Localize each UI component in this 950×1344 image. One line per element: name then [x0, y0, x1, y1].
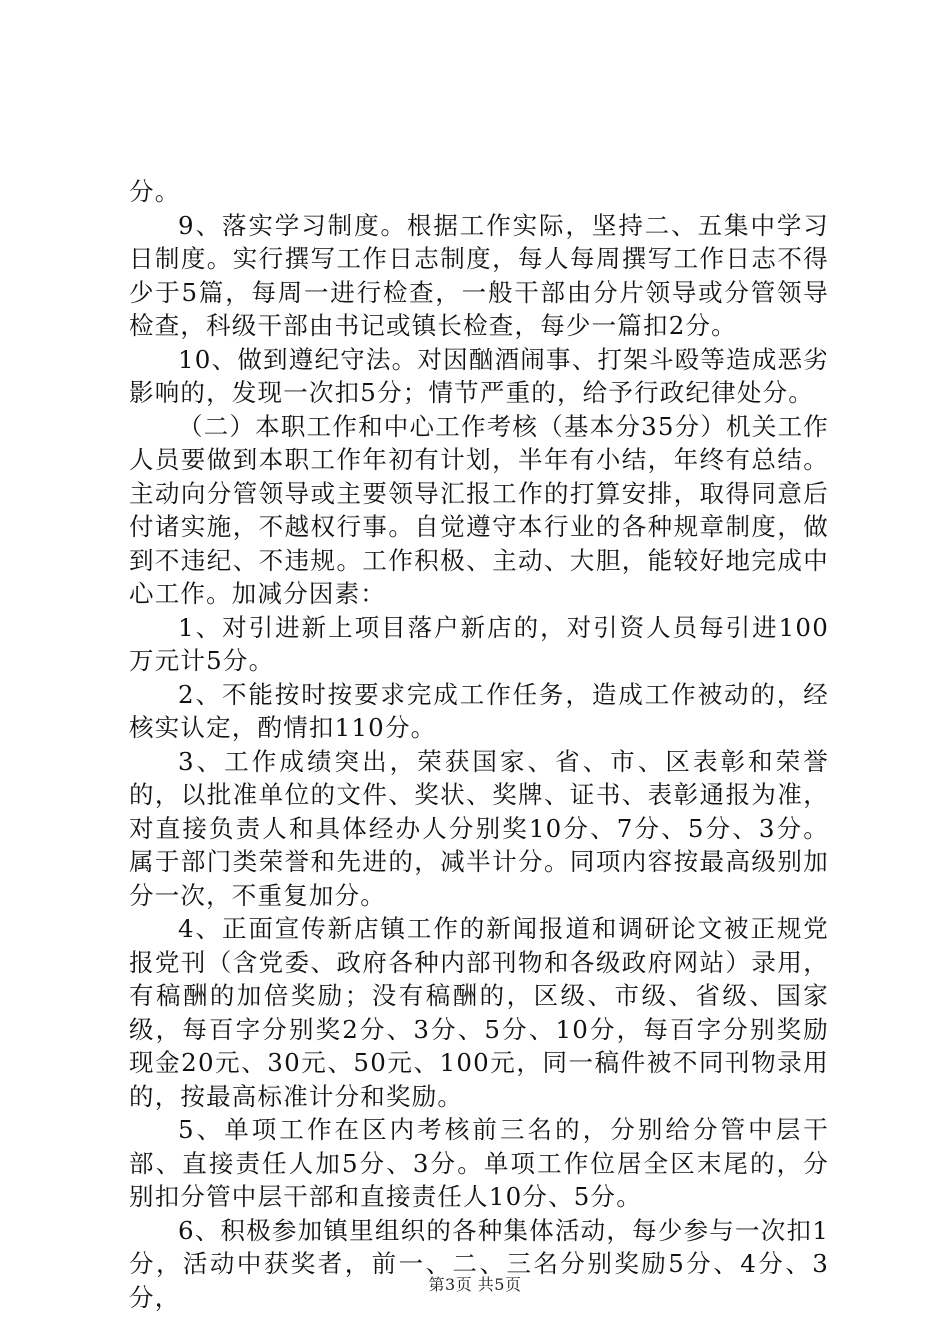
- paragraph-section-2: （二）本职工作和中心工作考核（基本分35分）机关工作人员要做到本职工作年初有计划，半年有小结，年终有总结。主动向分管领导或主要领导汇报工作的打算安排，取得同意后付诸实施，不越权行事。自觉遵守本行业的各种规章制度，做到不违纪、不违规。工作积极、主动、大胆，能较好地完成中心工作。加减分因素：: [129, 411, 829, 608]
- page-footer: [0, 1272, 950, 1295]
- paragraph-subitem-1: 1、对引进新上项目落户新店的，对引资人员每引进100万元计5分。: [129, 612, 829, 675]
- paragraph-subitem-2: 2、不能按时按要求完成工作任务，造成工作被动的，经核实认定，酌情扣110分。: [129, 679, 829, 742]
- document-body: [129, 175, 829, 1314]
- paragraph-subitem-5: 5、单项工作在区内考核前三名的，分别给分管中层干部、直接责任人加5分、3分。单项工作位居全区末尾的，分别扣分管中层干部和直接责任人10分、5分。: [129, 1115, 829, 1211]
- paragraph-subitem-6: 6、积极参加镇里组织的各种集体活动，每少参与一次扣1分，活动中获奖者，前一、二、三名分别奖励5分、4分、3分，: [129, 1215, 829, 1312]
- paragraph-continuation: 分。: [129, 177, 181, 206]
- paragraph-subitem-4: 4、正面宣传新店镇工作的新闻报道和调研论文被正规党报党刊（含党委、政府各种内部刊物和各级政府网站）录用，有稿酬的加倍奖励；没有稿酬的，区级、市级、省级、国家级，每百字分别奖2分、3分、5分、10分，每百字分别奖励现金20元、30元、50元、100元，同一稿件被不同刊物录用的，按最高标准计分和奖励。: [129, 914, 829, 1111]
- paragraph-item-10: 10、做到遵纪守法。对因酗酒闹事、打架斗殴等造成恶劣影响的，发现一次扣5分；情节严重的，给予行政纪律处分。: [129, 344, 829, 407]
- page-number-label: 第3页 共5页: [428, 1275, 522, 1294]
- paragraph-item-9: 9、落实学习制度。根据工作实际，坚持二、五集中学习日制度。实行撰写工作日志制度，每人每周撰写工作日志不得少于5篇，每周一进行检查，一般干部由分片领导或分管领导检查，科级干部由书记或镇长检查，每少一篇扣2分。: [129, 210, 829, 340]
- paragraph-subitem-3: 3、工作成绩突出，荣获国家、省、市、区表彰和荣誉的，以批准单位的文件、奖状、奖牌、证书、表彰通报为准，对直接负责人和具体经办人分别奖10分、7分、5分、3分。属于部门类荣誉和先进的，减半计分。同项内容按最高级别加分一次，不重复加分。: [129, 746, 829, 910]
